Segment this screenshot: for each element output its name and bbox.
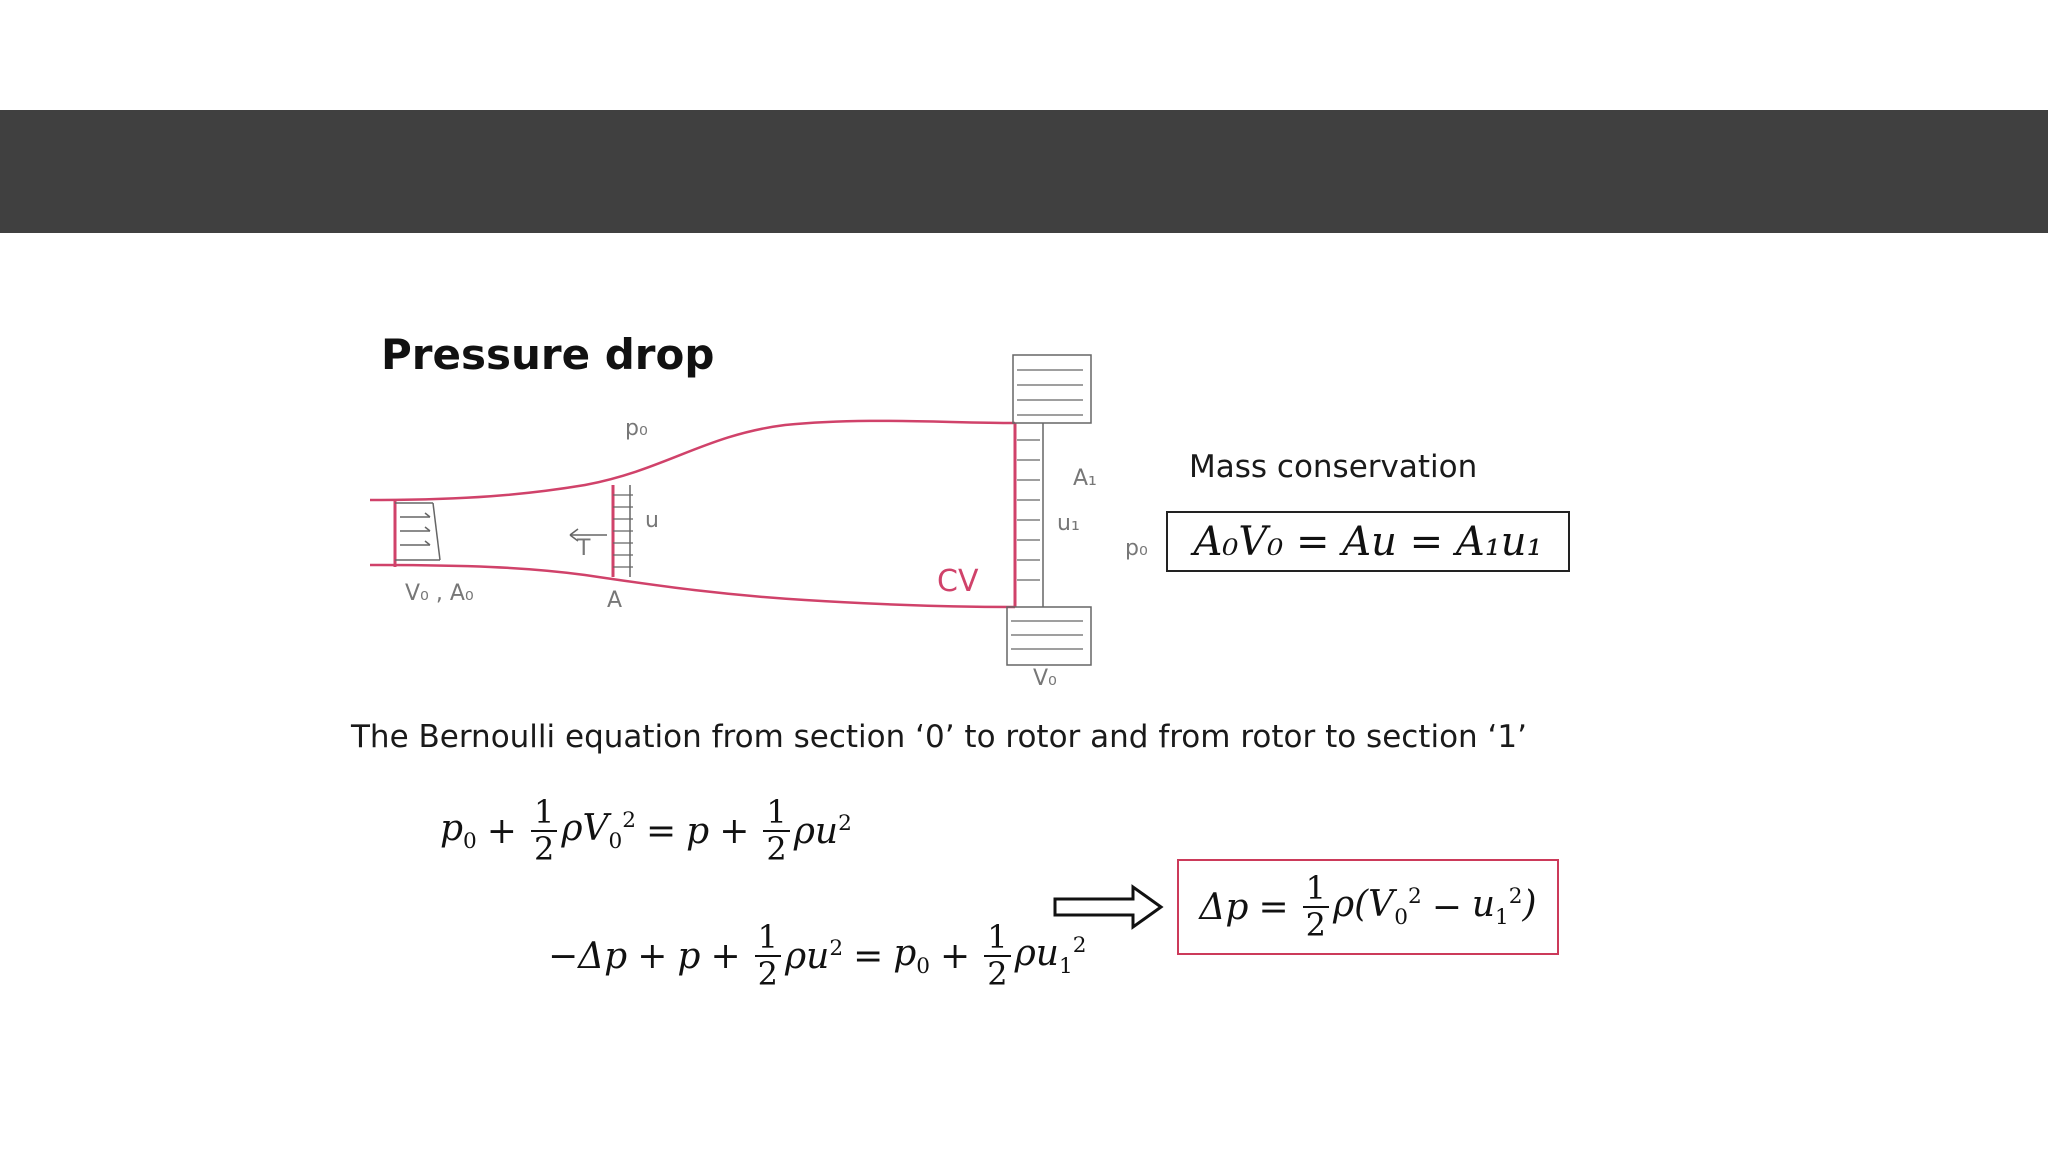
header-bar [0, 110, 2048, 233]
label-cv: CV [937, 564, 979, 599]
mass-conservation-label: Mass conservation [1189, 449, 1478, 485]
mass-conservation-box [1166, 511, 1570, 572]
bernoulli-equation-upstream: $p_0$ + $\frac{1}{2}$ $\rho V_0^2$ = p + $\frac{1}{2}$ $\rho u^2$ [440, 793, 852, 869]
label-a: A [607, 588, 623, 613]
label-t: T [577, 536, 591, 561]
label-u: u [645, 508, 659, 533]
slide-title: Pressure drop [381, 330, 715, 379]
streamtube-upper-boundary [370, 421, 1015, 500]
streamtube-sketch [345, 345, 1155, 695]
pressure-drop-equation: Δp = $\frac{1}{2}$ $\rho(V_0^2$ − $u_1^2$) [1199, 868, 1537, 944]
label-p0-right: p₀ [1125, 536, 1148, 561]
label-v0-bottom: V₀ [1033, 666, 1057, 691]
mass-conservation-equation: A₀V₀ = Au = A₁u₁ [1193, 518, 1543, 565]
label-a1: A₁ [1073, 466, 1097, 491]
label-v0-a0: V₀ , A₀ [405, 581, 474, 606]
bernoulli-description: The Bernoulli equation from section ‘0’ to rotor and from rotor to section ‘1’ [351, 719, 1527, 755]
pressure-drop-result-box [1177, 859, 1559, 955]
implies-arrow-icon [1053, 884, 1165, 930]
label-p0-top: p₀ [625, 416, 648, 441]
label-u1: u₁ [1057, 511, 1080, 536]
bernoulli-equation-downstream: −Δp + p + $\frac{1}{2}$ $\rho u^2$ = $p_0$ + $\frac{1}{2}$ $\rho u_1^2$ [548, 918, 1087, 994]
